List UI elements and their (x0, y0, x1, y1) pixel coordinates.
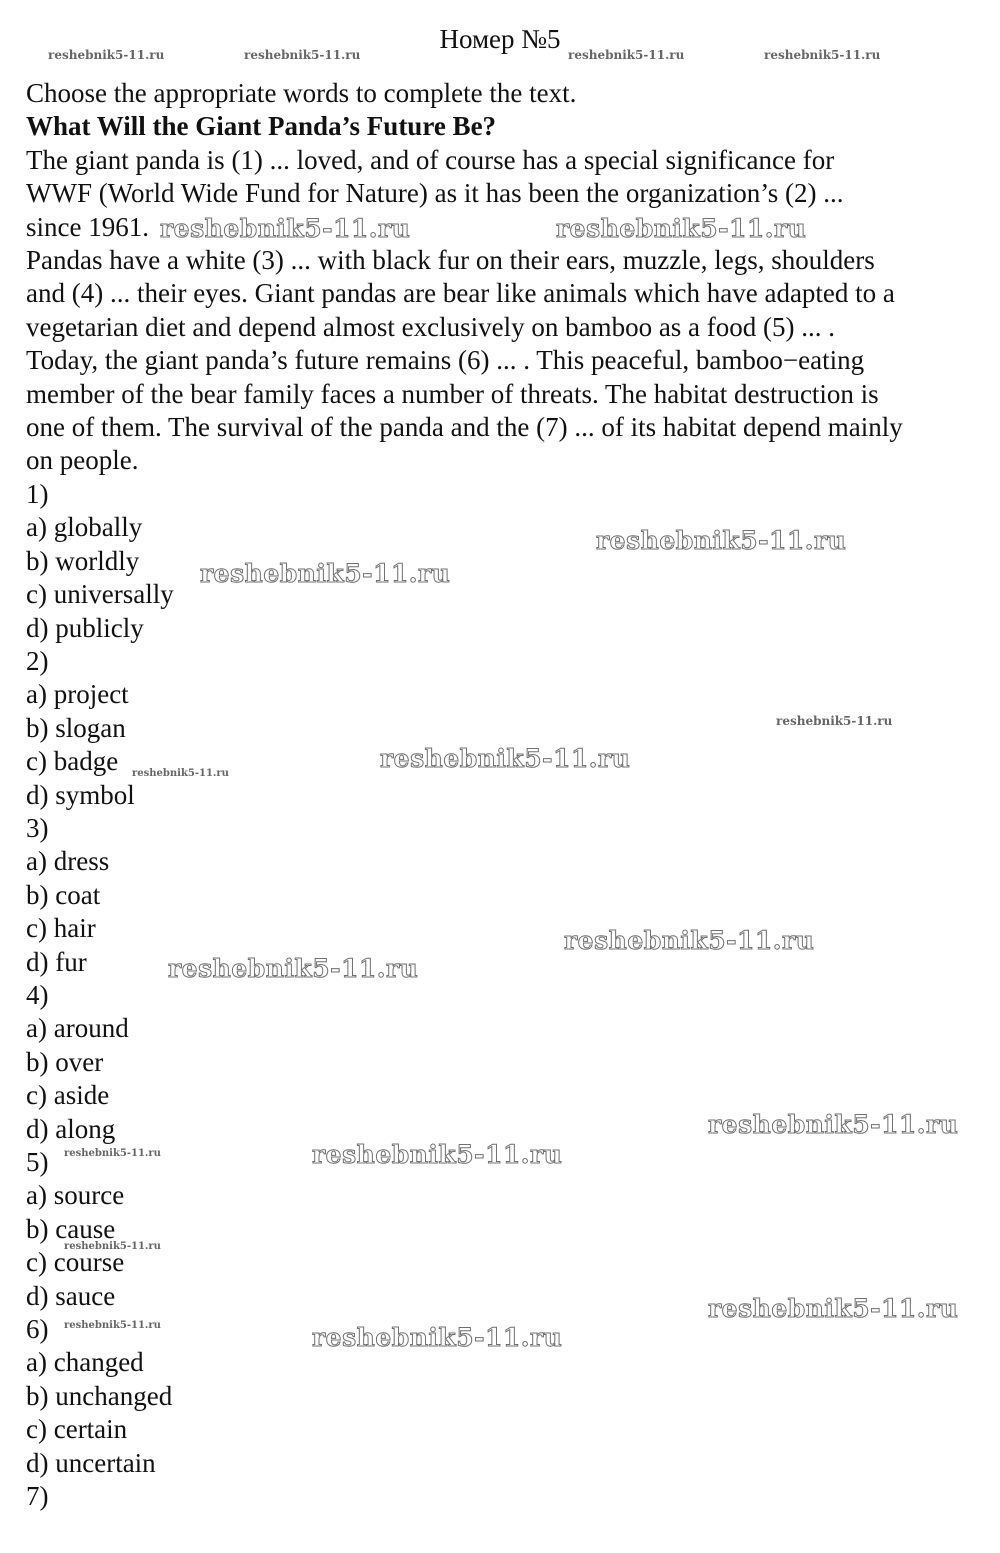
answer-option: a) changed (26, 1347, 144, 1378)
question-number: 7) (26, 1481, 49, 1512)
exercise-content (26, 77, 996, 1513)
watermark: reshebnik5-11.ru (596, 526, 847, 555)
watermark: reshebnik5-11.ru (708, 1294, 959, 1323)
question-number: 3) (26, 812, 49, 843)
answer-option: c) certain (26, 1414, 128, 1445)
answer-option: a) project (26, 679, 129, 710)
watermark: reshebnik5-11.ru (64, 1148, 161, 1159)
text-line: Pandas have a white (3) ... with black fur on their ears, muzzle, legs, shoulders (26, 245, 875, 276)
text-title: What Will the Giant Panda’s Future Be? (26, 111, 497, 142)
text-line: on people. (26, 445, 139, 476)
question-number: 1) (26, 478, 49, 509)
answer-option: b) slogan (26, 712, 126, 743)
answer-option: d) publicly (26, 612, 144, 643)
answer-option: d) sauce (26, 1280, 116, 1311)
text-line: Today, the giant panda’s future remains (6) ... . This peaceful, bamboo−eating (26, 345, 865, 376)
answer-option: c) course (26, 1247, 125, 1278)
answer-option: b) unchanged (26, 1380, 173, 1411)
watermark: reshebnik5-11.ru (64, 1320, 161, 1331)
question-number: 4) (26, 979, 49, 1010)
text-line: and (4) ... their eyes. Giant pandas are bear like animals which have adapted to a (26, 278, 895, 309)
question-number: 2) (26, 645, 49, 676)
answer-option: c) universally (26, 579, 174, 610)
answer-option: c) aside (26, 1080, 110, 1111)
page-header: Номер №5 (439, 24, 561, 54)
text-line: one of them. The survival of the panda and the (7) ... of its habitat depend mainly (26, 412, 903, 443)
answer-option: b) cause (26, 1213, 116, 1244)
watermark: reshebnik5-11.ru (48, 48, 165, 62)
question-number: 5) (26, 1147, 49, 1177)
text-line: WWF (World Wide Fund for Nature) as it has been the organization’s (2) ... (26, 178, 844, 209)
answer-option: d) uncertain (26, 1447, 156, 1478)
text-line: since 1961. (26, 211, 149, 242)
text-line: The giant panda is (1) ... loved, and of course has a special significance for (26, 144, 835, 175)
answer-option: a) globally (26, 512, 143, 543)
instruction: Choose the appropriate words to complete the text. (26, 78, 577, 108)
watermark: reshebnik5-11.ru (160, 214, 411, 243)
text-line: member of the bear family faces a number of threats. The habitat destruction is (26, 378, 879, 409)
watermark: reshebnik5-11.ru (764, 48, 881, 62)
watermark: reshebnik5-11.ru (132, 768, 229, 779)
watermark: reshebnik5-11.ru (564, 926, 815, 955)
text-line: vegetarian diet and depend almost exclusively on bamboo as a food (5) ... . (26, 311, 836, 342)
question-number: 6) (26, 1314, 49, 1345)
answer-option: a) source (26, 1180, 125, 1211)
watermark: reshebnik5-11.ru (708, 1110, 959, 1139)
watermark: reshebnik5-11.ru (244, 48, 361, 62)
answer-option: c) hair (26, 913, 96, 944)
watermark: reshebnik5-11.ru (312, 1140, 563, 1169)
answer-option: d) symbol (26, 779, 135, 810)
answer-option: a) around (26, 1013, 129, 1044)
answer-option: a) dress (26, 846, 110, 877)
watermark: reshebnik5-11.ru (556, 214, 807, 243)
answer-option: b) over (26, 1046, 104, 1077)
answer-option: d) along (26, 1113, 116, 1144)
watermark: reshebnik5-11.ru (200, 559, 451, 588)
watermark: reshebnik5-11.ru (168, 954, 419, 983)
answer-option: b) worldly (26, 545, 140, 576)
answer-option: b) coat (26, 879, 101, 910)
watermark: reshebnik5-11.ru (380, 744, 631, 773)
answer-option: c) badge (26, 746, 119, 777)
watermark: reshebnik5-11.ru (776, 714, 893, 728)
watermark: reshebnik5-11.ru (568, 48, 685, 62)
watermark: reshebnik5-11.ru (312, 1323, 563, 1352)
watermark: reshebnik5-11.ru (64, 1241, 161, 1252)
answer-option: d) fur (26, 946, 87, 977)
